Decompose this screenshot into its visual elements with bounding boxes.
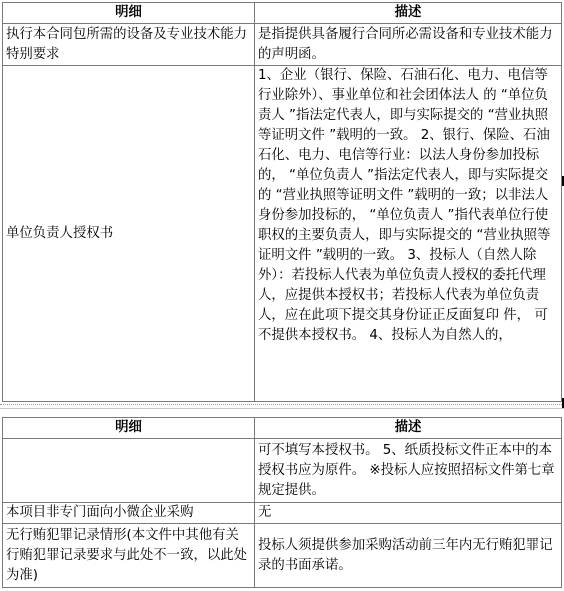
row-desc-authorization-letter: 1、企业（银行、保险、石油石化、电力、电信等行业除外）、事业单位和社会团体法人 的 “单位负责人 ”指法定代表人，即与实际提交的 “营业执照等证明文件 ”载明的一致。 2、银行、保险、石油石化、电力、电信等行业：以法人身份参加投标的， “单位负责人 ”指法定代表人，即与实际提交的 “营业执照等证明文件 ”载明的一致；以非法人身份参加投标的， “单位负责人 ”指代表单位行使职权的主要负责人，即与实际提交的 “营业执照等证明文件 ”载明的一致。 3、投标人（自然人除外）：若投标人代表为单位负责人授权的委托代理人，应提供本授权书；若投标人代表为单位负责人，应在此项下提交其身份证正反面复印 件， 可不提供本授权书。 4、投标人为自然人的， bbox=[255, 66, 562, 402]
row-desc-bribery-record: 投标人须提供参加采购活动前三年内无行贿犯罪记录的书面承诺。 bbox=[255, 524, 562, 588]
table-row bbox=[3, 524, 562, 588]
column-header-detail: 明细 bbox=[3, 418, 255, 439]
requirements-table-part2 bbox=[2, 417, 562, 588]
table-row bbox=[3, 503, 562, 524]
table-row bbox=[3, 24, 562, 66]
row-desc-authorization-continued: 可不填写本授权书。 5、纸质投标文件正本中的本授权书应为原件。 ※投标人应按照招标文件第七章规定提供。 bbox=[255, 439, 562, 503]
table-header-row bbox=[3, 418, 562, 439]
column-header-detail: 明细 bbox=[3, 3, 255, 24]
row-item-authorization-letter: 单位负责人授权书 bbox=[3, 66, 255, 402]
table-row bbox=[3, 66, 562, 402]
row-item-bribery-record: 无行贿犯罪记录情形(本文件中其他有关行贿犯罪记录要求与此处不一致，以此处为准) bbox=[3, 524, 255, 588]
column-header-description: 描述 bbox=[255, 418, 562, 439]
requirements-table-part1 bbox=[2, 2, 562, 402]
row-desc-sme-procurement: 无 bbox=[255, 503, 562, 524]
column-header-description: 描述 bbox=[255, 3, 562, 24]
right-edge-marker bbox=[558, 398, 564, 408]
row-item-equipment-capability: 执行本合同包所需的设备及专业技术能力特别要求 bbox=[3, 24, 255, 66]
right-edge-marker bbox=[558, 176, 564, 186]
page-break-solid-line bbox=[0, 408, 564, 409]
row-item-continued bbox=[3, 439, 255, 503]
row-desc-equipment-capability: 是指提供具备履行合同所必需设备和专业技术能力的声明函。 bbox=[255, 24, 562, 66]
page-break-divider bbox=[0, 402, 564, 416]
table-row bbox=[3, 439, 562, 503]
row-item-sme-procurement: 本项目非专门面向小微企业采购 bbox=[3, 503, 255, 524]
table-header-row bbox=[3, 3, 562, 24]
page-break-dotted-line bbox=[0, 404, 564, 405]
